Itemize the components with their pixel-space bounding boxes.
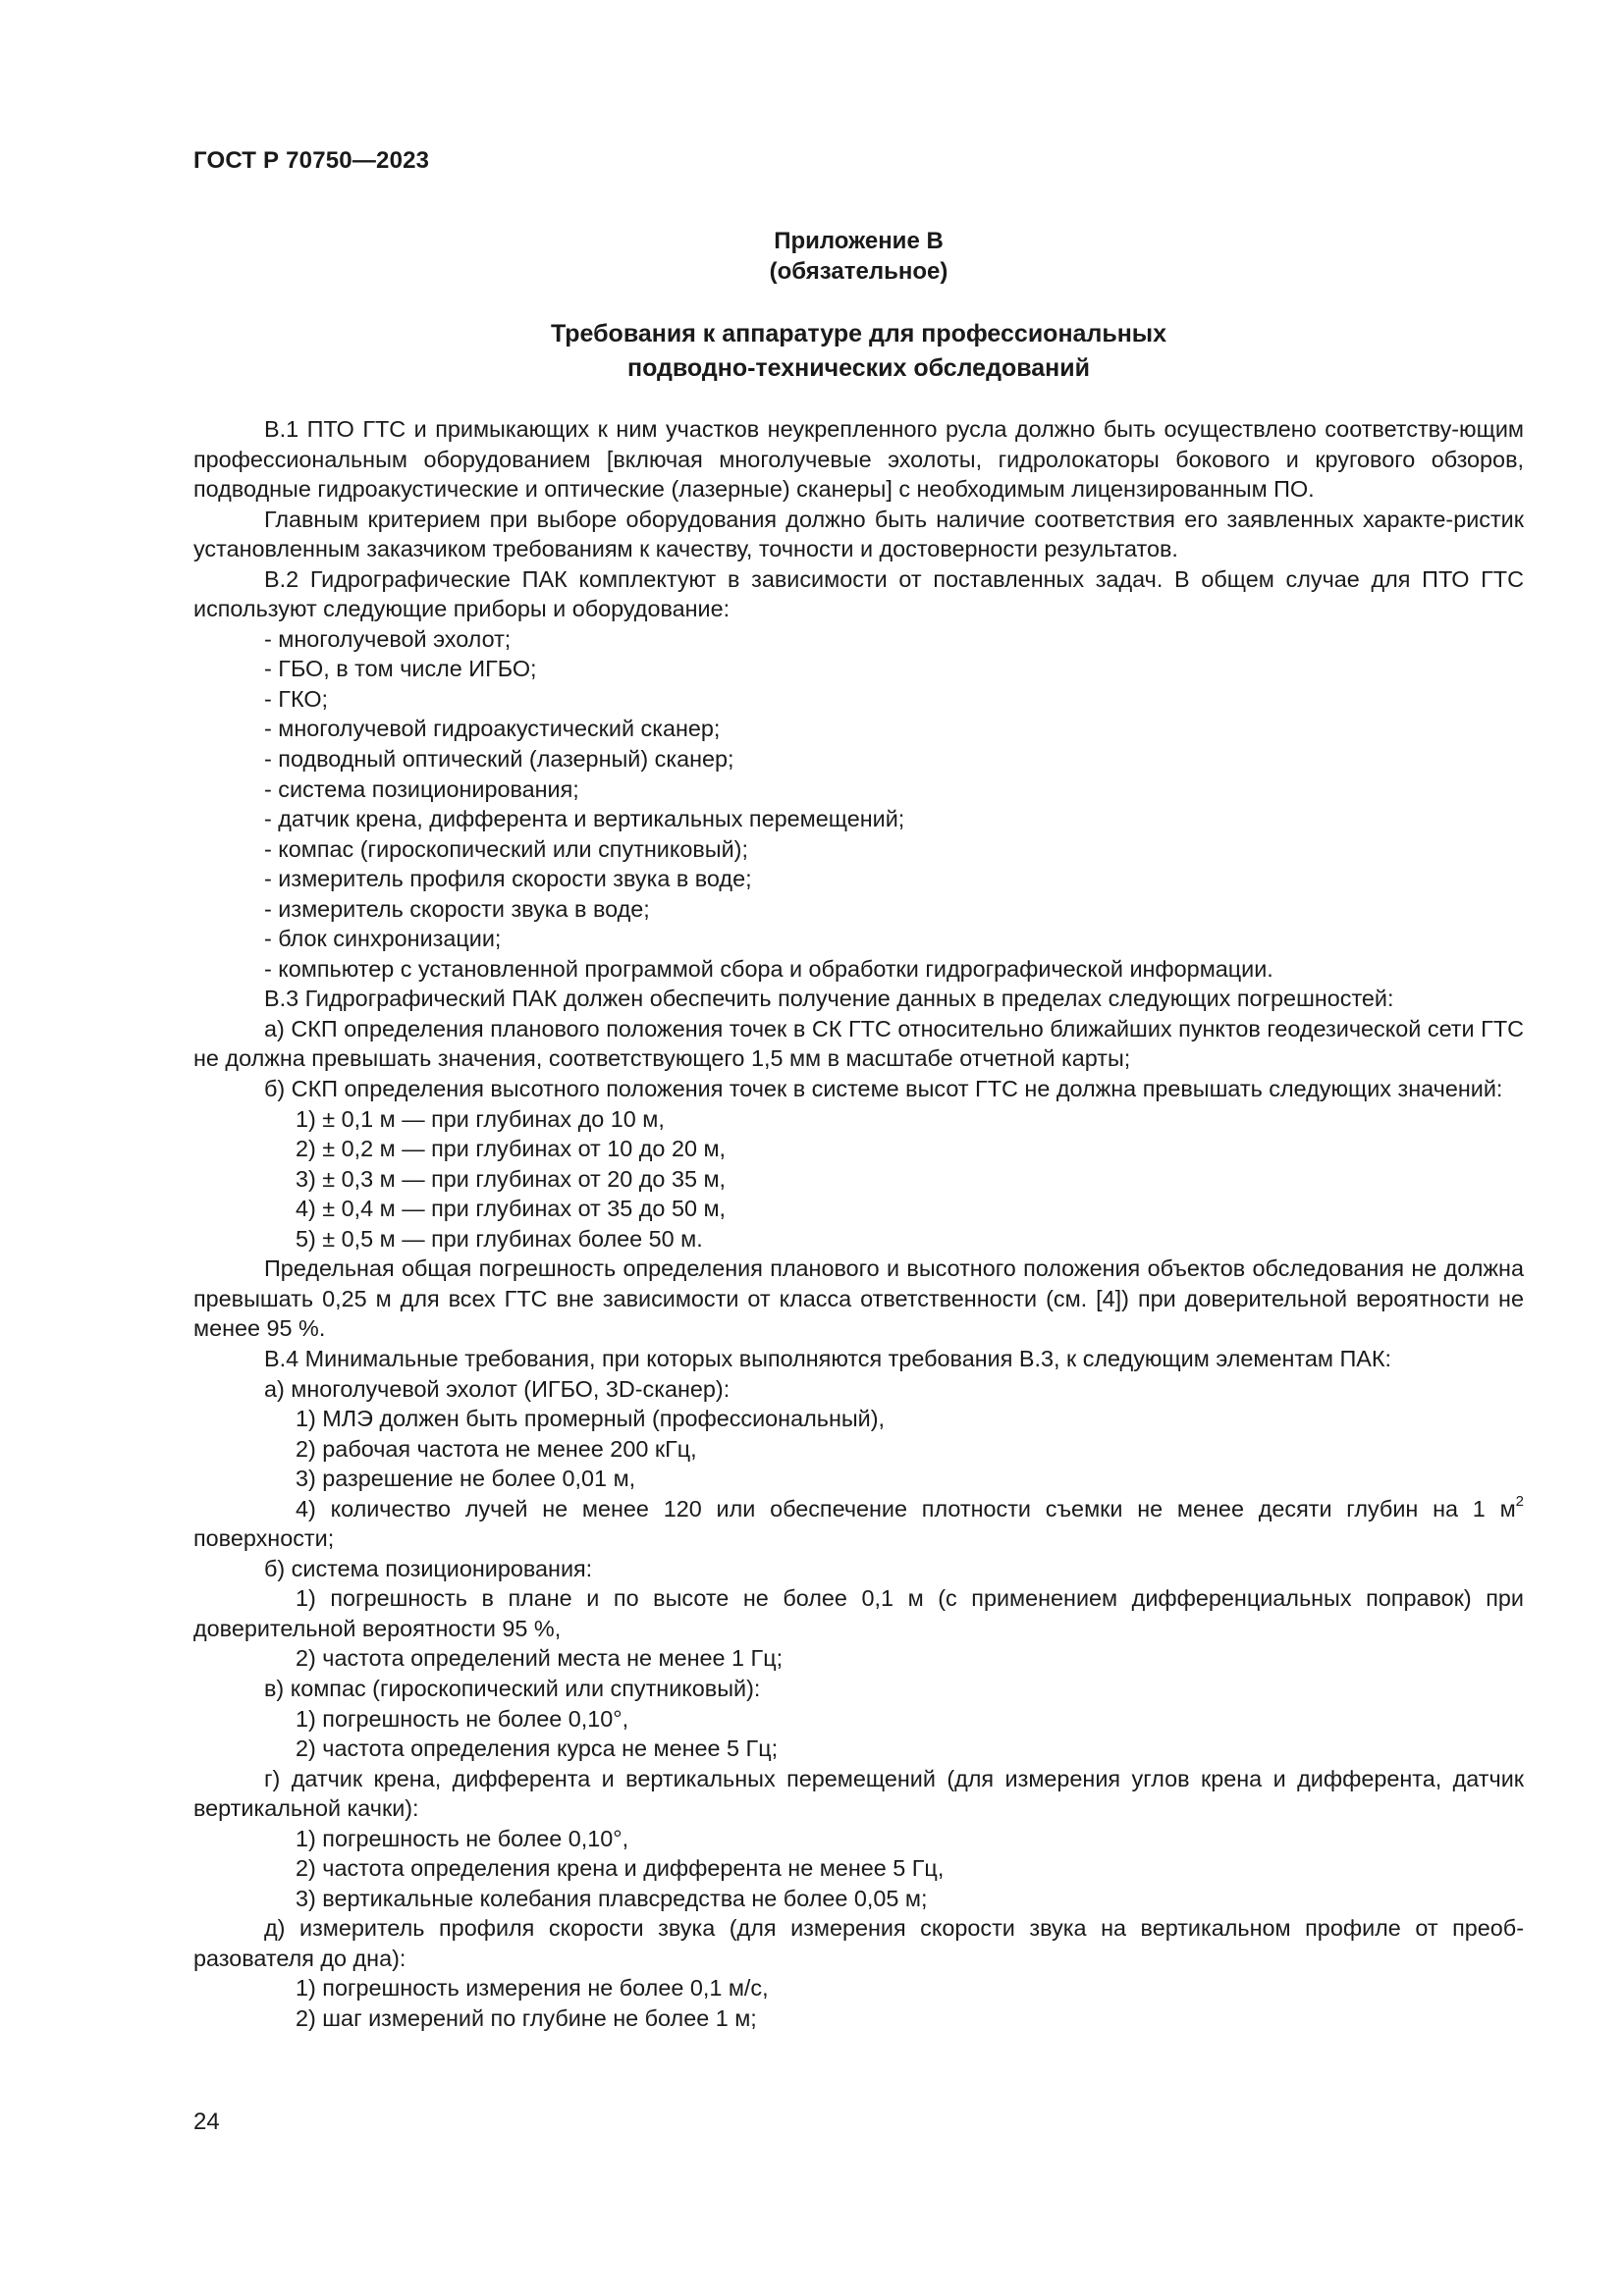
list-item: 1) погрешность не более 0,10°,: [296, 1825, 629, 1851]
paragraph-b4-v: в) компас (гироскопический или спутниковый):: [264, 1675, 761, 1701]
appendix-label: Приложение В: [774, 228, 944, 254]
list-item: - компас (гироскопический или спутниковый);: [264, 835, 748, 862]
list-item: 1) погрешность измерения не более 0,1 м/с,: [296, 1975, 769, 2002]
list-item: - ГБО, в том числе ИГБО;: [264, 656, 537, 682]
list-item: 2) частота определения крена и дифферента не менее 5 Гц,: [296, 1855, 945, 1882]
page-number: 24: [193, 2109, 220, 2135]
list-item: 1) погрешность в плане и по высоте не более 0,1 м (с применением дифференциальных поправок) при доверительной вероятности 95 %,: [193, 1585, 1524, 1641]
list-item: 2) шаг измерений по глубине не более 1 м;: [296, 2004, 757, 2031]
list-item: 3) вертикальные колебания плавсредства не более 0,05 м;: [296, 1885, 928, 1911]
list-item: - многолучевой эхолот;: [264, 625, 512, 652]
paragraph-b3-total: Предельная общая погрешность определения планового и высотного положения объектов обследования не должна превышать 0,25 м для всех ГТС вне зависимости от класса ответственности (см. [4]) при доверительной вероятности не менее 95 %.: [193, 1255, 1524, 1342]
list-item: 1) ± 0,1 м — при глубинах до 10 м,: [296, 1105, 665, 1132]
paragraph-b2: В.2 Гидрографические ПАК комплектуют в зависимости от поставленных задач. В общем случае для ПТО ГТС используют следующие приборы и оборудование:: [193, 565, 1524, 622]
list-item: - блок синхронизации;: [264, 926, 502, 952]
appendix-title-line-1: Требования к аппаратуре для профессиональных: [550, 320, 1167, 347]
list-item: - многолучевой гидроакустический сканер;: [264, 716, 721, 742]
document-body: [193, 414, 1524, 2034]
list-item: 2) частота определений места не менее 1 Гц;: [296, 1645, 784, 1672]
list-item: 3) разрешение не более 0,01 м,: [296, 1466, 636, 1492]
paragraph-b4-a: а) многолучевой эхолот (ИГБО, 3D-сканер):: [264, 1375, 731, 1402]
appendix-title-line-2: подводно-технических обследований: [626, 354, 1091, 382]
list-item-text: поверхности;: [193, 1525, 335, 1552]
list-item: 1) погрешность не более 0,10°,: [296, 1705, 629, 1732]
list-item-text: 4) количество лучей не менее 120 или обеспечение плотности съемки не менее десяти глубин на 1 м: [296, 1495, 1516, 1522]
paragraph-b4-g: г) датчик крена, дифферента и вертикальных перемещений (для измерения углов крена и дифферента, датчик вертикальной качки):: [193, 1765, 1524, 1822]
appendix-heading: [193, 226, 1524, 287]
paragraph-b4-d: д) измеритель профиля скорости звука (для измерения скорости звука на вертикальном профиле от преоб-разователя до дна):: [193, 1915, 1524, 1971]
list-item: 5) ± 0,5 м — при глубинах более 50 м.: [296, 1225, 703, 1252]
list-item: 3) ± 0,3 м — при глубинах от 20 до 35 м,: [296, 1165, 727, 1192]
paragraph-b3-b: б) СКП определения высотного положения точек в системе высот ГТС не должна превышать следующих значений:: [264, 1076, 1503, 1102]
appendix-status: (обязательное): [769, 258, 948, 285]
list-item: 2) частота определения курса не менее 5 Гц;: [296, 1735, 779, 1762]
list-item: 2) ± 0,2 м — при глубинах от 10 до 20 м,: [296, 1136, 727, 1162]
list-item: 2) рабочая частота не менее 200 кГц,: [296, 1435, 697, 1462]
list-item: - измеритель скорости звука в воде;: [264, 895, 650, 922]
list-item: - датчик крена, дифферента и вертикальных перемещений;: [264, 806, 905, 832]
list-item: 4) ± 0,4 м — при глубинах от 35 до 50 м,: [296, 1196, 727, 1222]
paragraph-b4: В.4 Минимальные требования, при которых выполняются требования В.3, к следующим элементам ПАК:: [264, 1345, 1391, 1371]
list-item: - подводный оптический (лазерный) сканер;: [264, 746, 734, 773]
paragraph-b3: В.3 Гидрографический ПАК должен обеспечить получение данных в пределах следующих погрешностей:: [264, 986, 1394, 1012]
paragraph-b1-criterion: Главным критерием при выборе оборудования должно быть наличие соответствия его заявленных характе-ристик установленным заказчиком требованиям к качеству, точности и достоверности результатов.: [193, 506, 1524, 562]
list-item: 1) МЛЭ должен быть промерный (профессиональный),: [296, 1406, 886, 1432]
list-item: [193, 1494, 1524, 1554]
appendix-title: [193, 317, 1524, 386]
paragraph-b3-a: а) СКП определения планового положения точек в СК ГТС относительно ближайших пунктов геодезической сети ГТС не должна превышать значения, соответствующего 1,5 мм в масштабе отчетной карты;: [193, 1015, 1524, 1072]
paragraph-b4-b: б) система позиционирования:: [264, 1555, 593, 1581]
superscript: 2: [1515, 1492, 1524, 1510]
list-item: - система позиционирования;: [264, 775, 579, 802]
list-item: - ГКО;: [264, 685, 329, 712]
document-code: ГОСТ Р 70750—2023: [193, 147, 430, 174]
list-item: - измеритель профиля скорости звука в воде;: [264, 866, 752, 892]
paragraph-b1: В.1 ПТО ГТС и примыкающих к ним участков неукрепленного русла должно быть осуществлено соответству-ющим профессиональным оборудованием [включая многолучевые эхолоты, гидролокаторы бокового и кругового обзоров, подводные гидроакустические и оптические (лазерные) сканеры] с необходимым лицензированным ПО.: [193, 416, 1524, 503]
list-item: - компьютер с установленной программой сбора и обработки гидрографической информации.: [264, 955, 1273, 982]
